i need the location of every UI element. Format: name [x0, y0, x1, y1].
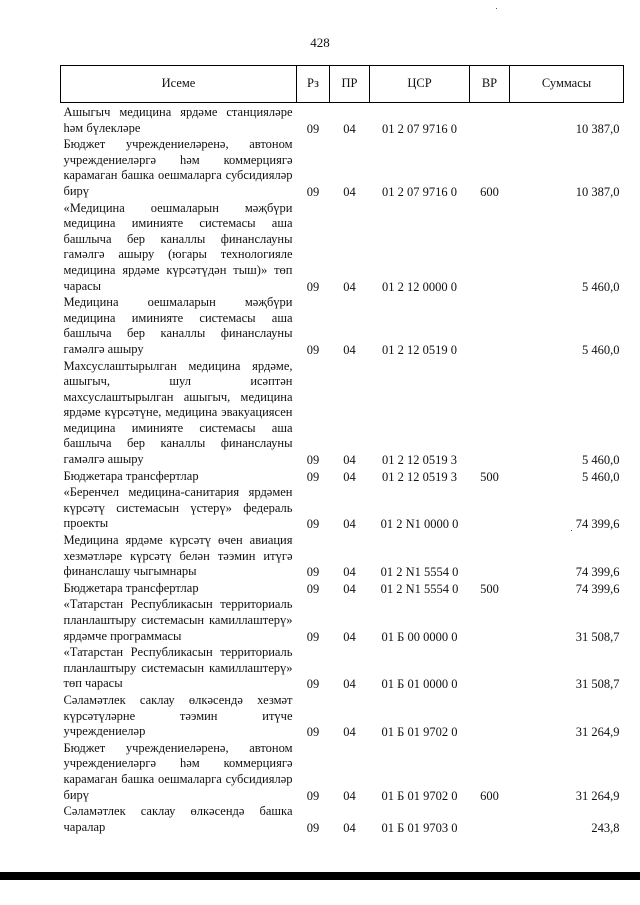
row-pr: 04 [343, 121, 356, 136]
table-header-row [61, 66, 624, 103]
header-pr: ПР [330, 66, 370, 103]
row-csr: 01 Б 01 9703 0 [381, 820, 458, 835]
row-name: «Татарстан Республикасын территориаль планлаштыру системасын камиллаштерү» төп чарасы [63, 645, 293, 691]
row-csr: 01 2 N1 5554 0 [380, 565, 459, 580]
row-sum: 31 264,9 [575, 788, 620, 803]
row-csr: 01 Б 00 0000 0 [381, 629, 458, 644]
row-vr [470, 804, 510, 836]
table-row [61, 581, 624, 598]
header-csr: ЦСР [370, 66, 470, 103]
table-row [61, 359, 624, 469]
row-pr: 04 [343, 565, 356, 580]
row-pr: 04 [343, 469, 356, 484]
row-rz: 09 [306, 565, 320, 580]
table-row [61, 645, 624, 693]
row-name: Бюджетара трансфертлар [63, 580, 199, 595]
row-sum: 74 399,6 [575, 581, 620, 596]
row-vr [470, 693, 510, 741]
row-pr: 04 [343, 820, 356, 835]
row-name: «Татарстан Республикасын территориаль планлаштыру системасын камиллаштерү» ярдәмче программасы [63, 597, 293, 643]
row-csr: 01 2 12 0519 0 [382, 342, 457, 357]
scan-speck [571, 530, 572, 531]
row-csr: 01 2 12 0000 0 [382, 279, 457, 294]
row-csr: 01 2 N1 0000 0 [380, 517, 459, 532]
row-sum: 74 399,6 [575, 565, 620, 580]
row-sum: 10 387,0 [575, 184, 620, 199]
row-sum: 31 508,7 [575, 677, 620, 692]
header-vr: ВР [470, 66, 510, 103]
row-name: Сәламәтлек саклау өлкәсендә хезмәт күрсәтүләрне тәэмин итүче учреждениеләр [63, 692, 293, 739]
row-vr [470, 533, 510, 581]
row-vr: 500 [480, 469, 499, 484]
row-pr: 04 [343, 453, 356, 468]
row-vr: 600 [480, 184, 499, 199]
row-rz: 09 [306, 725, 320, 740]
row-rz: 09 [306, 342, 320, 357]
row-csr: 01 2 07 9716 0 [382, 121, 457, 136]
table-row [61, 741, 624, 804]
table-row [61, 485, 624, 533]
row-pr: 04 [343, 677, 356, 692]
row-rz: 09 [306, 820, 320, 835]
row-csr: 01 2 12 0519 3 [382, 453, 457, 468]
table-row [61, 103, 624, 138]
row-vr [470, 645, 510, 693]
row-pr: 04 [343, 629, 356, 644]
row-name: Бюджетара трансфертлар [63, 468, 199, 483]
row-name: Бюджет учреждениеләренә, автоном учреждениеләргә һәм коммерциягә карамаган башка оешмаларга субсидияләр бирү [63, 740, 293, 802]
row-name: «Медицина оешмаларын мәҗбүри медицина иминияте системасы аша башлыча бер каналлы финанслауны гамәлгә ашыру (югары технологияле медицина ярдәме күрсәтүдән тыш)» төп чарасы [63, 200, 293, 293]
header-name: Исеме [61, 66, 297, 103]
row-sum: 243,8 [591, 820, 620, 835]
row-name: Медицина ярдәме күрсәтү өчен авиация хезмәтләре күрсәтү белән тәэмин итүгә финанслашу чыгымнары [63, 533, 293, 579]
row-name: Бюджет учреждениеләренә, автоном учреждениеләргә һәм коммерциягә карамаган башка оешмаларга субсидияләр бирү [63, 137, 293, 198]
row-name: «Беренчел медицина-санитария ярдәмен күрсәтү системасын үстерү» федераль проекты [63, 485, 293, 531]
row-sum: 5 460,0 [582, 342, 620, 357]
row-pr: 04 [343, 517, 356, 532]
page-number: 428 [310, 35, 330, 50]
row-pr: 04 [343, 788, 356, 803]
budget-table [60, 65, 624, 836]
row-rz: 09 [306, 677, 320, 692]
table-row [61, 201, 624, 296]
row-vr: 600 [480, 788, 499, 803]
row-vr [470, 295, 510, 358]
row-sum: 5 460,0 [582, 279, 620, 294]
row-csr: 01 Б 01 9702 0 [381, 725, 458, 740]
row-rz: 09 [306, 788, 320, 803]
table-row [61, 295, 624, 358]
row-pr: 04 [343, 581, 356, 596]
row-csr: 01 2 07 9716 0 [382, 184, 457, 199]
row-sum: 5 460,0 [582, 453, 620, 468]
row-sum: 31 508,7 [575, 629, 620, 644]
row-csr: 01 Б 01 9702 0 [381, 788, 458, 803]
row-rz: 09 [306, 279, 320, 294]
row-name: Махсуслаштырылган медицина ярдәме, ашыгыч, шул исәптән махсуслаштырылган ашыгыч, медицина ярдәме күрсәтүне, медицина эвакуациясен медицина иминияте системасы аша башлыча бер каналлы финанслауны гамәлгә ашыру [63, 358, 293, 467]
row-pr: 04 [343, 279, 356, 294]
table-row [61, 804, 624, 836]
row-pr: 04 [343, 184, 356, 199]
row-vr: 500 [480, 581, 499, 596]
table-row [61, 693, 624, 741]
header-rz: Рз [297, 66, 330, 103]
row-vr [470, 359, 510, 469]
row-pr: 04 [343, 725, 356, 740]
row-csr: 01 2 12 0519 3 [382, 469, 457, 484]
row-rz: 09 [306, 121, 320, 136]
row-sum: 74 399,6 [575, 517, 620, 532]
row-vr [470, 485, 510, 533]
row-rz: 09 [306, 581, 320, 596]
row-name: Медицина оешмаларын мәҗбүри медицина иминияте системасы аша башлыча бер каналлы финанслауны гамәлгә ашыру [63, 295, 293, 356]
row-vr [470, 597, 510, 645]
row-name: Сәламәтлек саклау өлкәсендә башка чаралар [63, 804, 293, 834]
row-rz: 09 [306, 184, 320, 199]
scan-bottom-band [0, 872, 640, 880]
table-row [61, 597, 624, 645]
row-csr: 01 2 N1 5554 0 [380, 581, 459, 596]
row-sum: 10 387,0 [575, 121, 620, 136]
row-rz: 09 [306, 629, 320, 644]
table-row [61, 533, 624, 581]
header-sum: Суммасы [510, 66, 624, 103]
table-row [61, 137, 624, 200]
row-rz: 09 [306, 453, 320, 468]
row-vr [470, 201, 510, 296]
row-rz: 09 [306, 469, 320, 484]
row-csr: 01 Б 01 0000 0 [381, 677, 458, 692]
row-sum: 5 460,0 [582, 469, 620, 484]
row-name: Ашыгыч медицина ярдәме станцияләре һәм бүлекләре [63, 105, 293, 135]
row-sum: 31 264,9 [575, 725, 620, 740]
scan-speck [496, 8, 497, 9]
table-row [61, 469, 624, 486]
row-pr: 04 [343, 342, 356, 357]
row-vr [470, 103, 510, 138]
row-rz: 09 [306, 517, 320, 532]
